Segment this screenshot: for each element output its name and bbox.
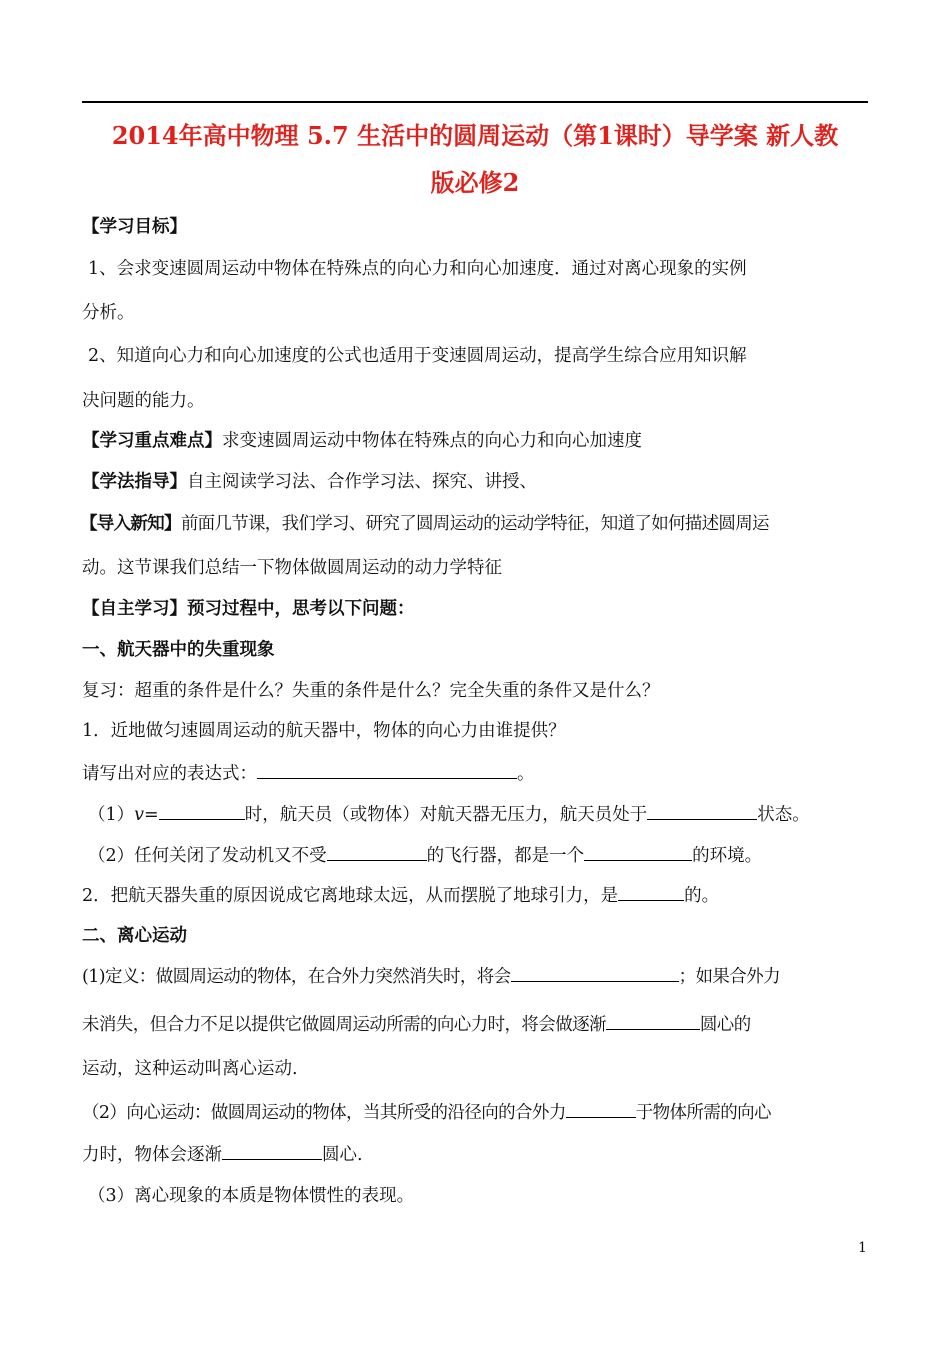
self-study-heading: 【自主学习】 — [82, 599, 187, 619]
method-heading: 【学法指导】 — [82, 472, 187, 492]
centripetal-a-suffix: 于物体所需的向心 — [635, 1103, 771, 1123]
p2-middle: 的飞行器，都是一个 — [426, 846, 585, 866]
method-text: 自主阅读学习法、合作学习法、探究、讲授、 — [187, 472, 537, 492]
intro-text-a: 前面几节课，我们学习、研究了圆周运动的运动学特征，知道了如何描述圆周运 — [180, 514, 769, 534]
definition-motion-blank[interactable] — [511, 963, 679, 982]
centripetal-direction-blank[interactable] — [222, 1141, 322, 1160]
definition-line-b — [82, 1011, 751, 1037]
definition-a-prefix: (1)定义：做圆周运动的物体，在合外力突然消失时，将会 — [82, 967, 511, 987]
centripetal-compare-blank[interactable] — [566, 1099, 636, 1118]
p1-state-blank[interactable] — [647, 801, 757, 820]
goal-1-line-a: 1、会求变速圆周运动中物体在特殊点的向心力和向心加速度．通过对离心现象的实例 — [88, 259, 747, 279]
method-line — [82, 470, 537, 494]
self-study-text: 预习过程中，思考以下问题： — [187, 599, 415, 619]
centripetal-line-b — [82, 1141, 363, 1167]
definition-line-a — [82, 963, 780, 989]
q1-expression-suffix: 。 — [517, 764, 535, 784]
p1-equals: = — [144, 805, 159, 825]
goal-2-line-b: 决问题的能力。 — [82, 391, 205, 411]
section1-q1-expression-line — [82, 760, 535, 786]
self-study-line — [82, 597, 415, 621]
p1-prefix: （1） — [88, 805, 135, 825]
document-title-line2: 版必修2 — [430, 168, 520, 197]
q2-prefix: 2．把航天器失重的原因说成它离地球太远，从而摆脱了地球引力，是 — [82, 886, 619, 906]
goal-1-line-b: 分析。 — [82, 303, 135, 323]
p1-variable: v — [134, 805, 145, 825]
key-points-line — [82, 429, 642, 453]
centripetal-line-a — [82, 1099, 771, 1125]
centripetal-a-prefix: （2）向心运动：做圆周运动的物体，当其所受的沿径向的合外力 — [82, 1103, 566, 1123]
q2-end: 的。 — [684, 886, 720, 906]
definition-direction-blank[interactable] — [606, 1011, 700, 1030]
p1-velocity-blank[interactable] — [159, 801, 245, 820]
p1-end: 状态。 — [757, 805, 810, 825]
document-title-line1: 2014年高中物理 5.7 生活中的圆周运动（第1课时）导学案 新人教 — [111, 121, 839, 150]
essence-line: （3）离心现象的本质是物体惯性的表现。 — [88, 1186, 415, 1206]
p1-middle: 时，航天员（或物体）对航天器无压力，航天员处于 — [244, 805, 648, 825]
key-points-text: 求变速圆周运动中物体在特殊点的向心力和向心加速度 — [222, 431, 642, 451]
p2-prefix: （2）任何关闭了发动机又不受 — [88, 846, 327, 866]
section1-review: 复习：超重的条件是什么？失重的条件是什么？完全失重的条件又是什么？ — [82, 681, 660, 701]
q1-expression-prefix: 请写出对应的表达式： — [82, 764, 257, 784]
intro-line-a — [80, 512, 769, 536]
definition-b-prefix: 未消失，但合力不足以提供它做圆周运动所需的向心力时，将会做逐渐 — [82, 1015, 606, 1035]
section2-heading: 二、离心运动 — [82, 926, 187, 946]
definition-line-c: 运动，这种运动叫离心运动. — [82, 1059, 298, 1079]
section1-p2-line — [88, 842, 762, 868]
p2-environment-blank[interactable] — [584, 842, 692, 861]
intro-heading: 【导入新知】 — [80, 514, 181, 534]
section1-q2-line — [82, 882, 719, 908]
page-number: 1 — [858, 1240, 867, 1256]
section1-p1-line — [88, 801, 810, 827]
q1-expression-blank[interactable] — [257, 760, 517, 779]
section1-q1: 1．近地做匀速圆周运动的航天器中，物体的向心力由谁提供？ — [82, 721, 566, 741]
q2-blank[interactable] — [618, 882, 684, 901]
p2-force-blank[interactable] — [327, 842, 427, 861]
section1-heading: 一、航天器中的失重现象 — [82, 640, 275, 660]
intro-line-b: 动。这节课我们总结一下物体做圆周运动的动力学特征 — [82, 558, 502, 578]
definition-a-suffix: ；如果合外力 — [678, 967, 780, 987]
p2-end: 的环境。 — [692, 846, 763, 866]
centripetal-b-prefix: 力时，物体会逐渐 — [82, 1145, 222, 1165]
goal-2-line-a: 2、知道向心力和向心加速度的公式也适用于变速圆周运动，提高学生综合应用知识解 — [88, 346, 747, 366]
definition-b-suffix: 圆心的 — [699, 1015, 751, 1035]
goals-heading: 【学习目标】 — [82, 217, 187, 237]
header-rule — [82, 101, 868, 103]
centripetal-b-suffix: 圆心. — [322, 1145, 363, 1165]
key-points-heading: 【学习重点难点】 — [82, 431, 222, 451]
